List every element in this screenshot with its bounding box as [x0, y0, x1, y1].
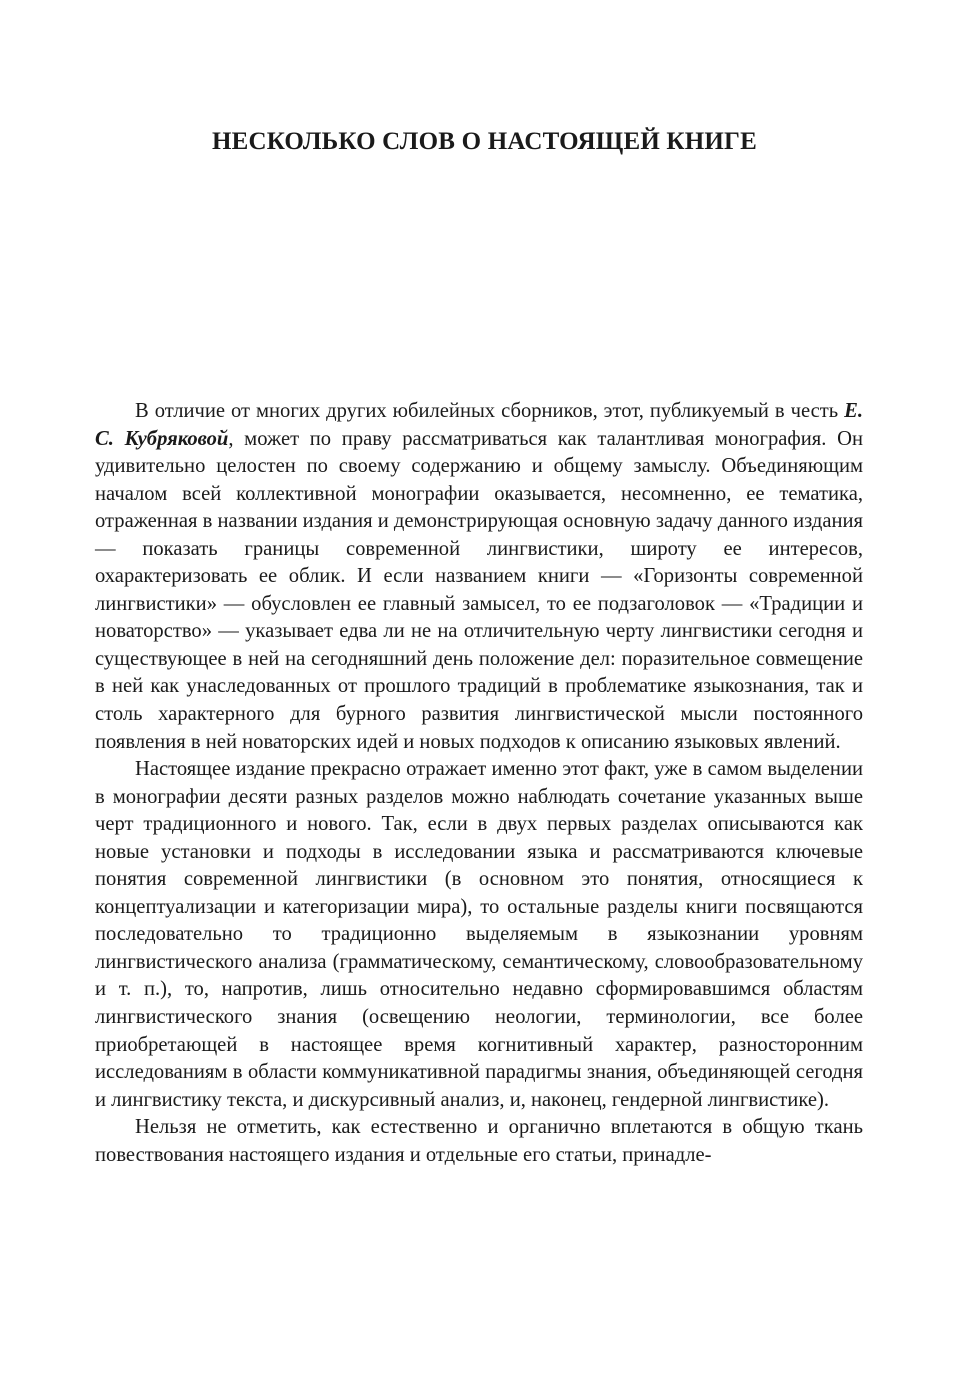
paragraph-1-rest: , может по праву рассматриваться как талантливая монография. Он удивительно целостен по своему содержанию и общему замыслу. Объединяющим началом всей коллективной монографии оказывается, несомненно, ее тематика, отраженная в названии издания и демонстрирующая основную задачу данного издания — показать границы современной лингвистики, широту ее интересов, охарактеризовать ее облик. И если названием книги — «Горизонты современной лингвистики» — обусловлен ее главный замысел, то ее подзаголовок — «Традиции и новаторство» — указывает едва ли не на отличительную черту лингвистики сегодня и существующее в ней на сегодняшний день положение дел: поразительное совмещение в ней как унаследованных от прошлого традиций в проблематике языкознания, так и столь характерного для бурного развития лингвистической мысли постоянного появления в ней новаторских идей и новых подходов к описанию языковых явлений.	[95, 427, 863, 753]
author-name: Е. С. Кубряковой	[95, 400, 863, 450]
paragraph-2: Настоящее издание прекрасно отражает именно этот факт, уже в самом выделении в монографии десяти разных разделов можно наблюдать сочетание указанных выше черт традиционного и нового. Так, если в двух первых разделах описываются как новые установки и подходы в исследовании языка и рассматриваются ключевые понятия современной лингвистики (в основном это понятия, относящиеся к концептуализации и категоризации мира), то остальные разделы книги посвящаются последовательно то традиционно выделяемым в языкознании уровням лингвистического анализа (грамматическому, семантическому, словообразовательному и т. п.), то, напротив, лишь относительно недавно сформировавшимся областям лингвистического знания (освещению неологии, терминологии, все более приобретающей в настоящее время когнитивный характер, разносторонним исследованиям в области коммуникативной парадигмы знания, объединяющей сегодня и лингвистику текста, и дискурсивный анализ, и, наконец, гендерной лингвистике).	[95, 758, 863, 1111]
body-text	[95, 398, 863, 1169]
paragraph-1-start: В отличие от многих других юбилейных сборников, этот, публикуемый в честь	[135, 400, 845, 422]
paragraph-3: Нельзя не отметить, как естественно и органично вплетаются в общую ткань повествования настоящего издания и отдельные его статьи, принадле-	[95, 1116, 863, 1166]
paragraph-1	[95, 398, 863, 756]
page-title: НЕСКОЛЬКО СЛОВ О НАСТОЯЩЕЙ КНИГЕ	[211, 128, 758, 155]
